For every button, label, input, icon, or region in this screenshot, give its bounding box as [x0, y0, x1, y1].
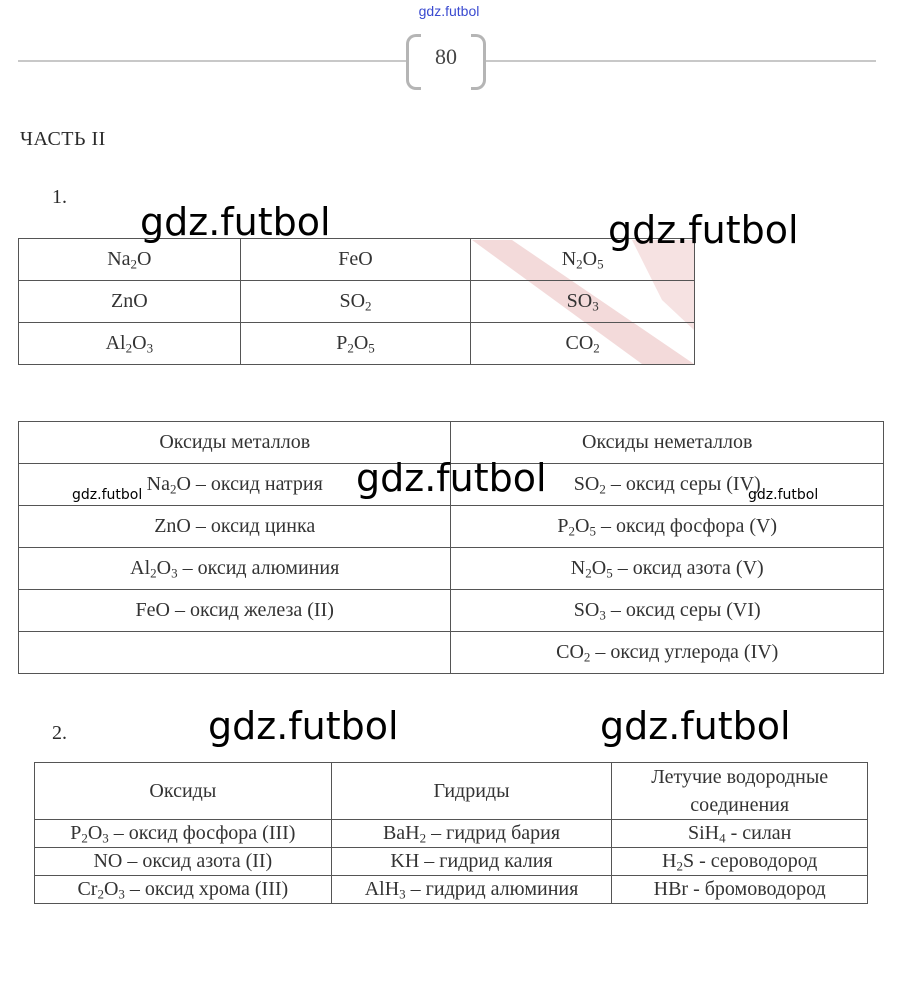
table-cell: $SO_2$ [240, 281, 471, 323]
table-cell: $CO_2$ [471, 323, 695, 365]
table-cell: ZnO – оксид цинка [19, 506, 451, 548]
page-number: 80 [435, 44, 457, 69]
section-heading: ЧАСТЬ II [20, 128, 106, 150]
table-cell: KH – гидрид калия [331, 848, 612, 876]
table-cell: SiH$_4$ - силан [612, 820, 868, 848]
table-row [35, 848, 868, 876]
table-row [19, 506, 884, 548]
table-cell: HBr - бромоводород [612, 876, 868, 904]
table-cell: $H_2S$ - сероводород [612, 848, 868, 876]
table-cell: $N_2O_5$ [471, 239, 695, 281]
site-link[interactable]: gdz.futbol [418, 3, 480, 19]
header-row [35, 763, 868, 820]
watermark: gdz.futbol [356, 456, 547, 500]
header-rule-left [18, 60, 406, 62]
table-cell: $Na_2O$ – оксид натрия [19, 464, 451, 506]
oxides-table-body [19, 239, 695, 365]
table-row [19, 590, 884, 632]
table-cell: FeO [240, 239, 471, 281]
table-row [19, 632, 884, 674]
table-cell: $SO_3$ – оксид серы (VI) [451, 590, 884, 632]
table-row [19, 323, 695, 365]
oxides-table [18, 238, 695, 365]
watermark: gdz.futbol [600, 704, 791, 748]
table-cell: $Cr_2O_3$ – оксид хрома (III) [35, 876, 332, 904]
table-cell: $CO_2$ – оксид углерода (IV) [451, 632, 884, 674]
column-header: Оксиды [35, 763, 332, 820]
table-row [19, 548, 884, 590]
table-cell: $N_2O_5$ – оксид азота (V) [451, 548, 884, 590]
table-cell: FeO – оксид железа (II) [19, 590, 451, 632]
table-cell: AlH$_3$ – гидрид алюминия [331, 876, 612, 904]
question-1-label: 1. [52, 186, 67, 208]
watermark: gdz.futbol [208, 704, 399, 748]
table-cell: $P_2O_5$ – оксид фосфора (V) [451, 506, 884, 548]
table-cell: $P_2O_3$ – оксид фосфора (III) [35, 820, 332, 848]
table-cell: $SO_3$ [471, 281, 695, 323]
table-row [35, 876, 868, 904]
table-cell [19, 632, 451, 674]
column-header: Гидриды [331, 763, 612, 820]
table-cell: $P_2O_5$ [240, 323, 471, 365]
table-cell: $SO_2$ – оксид серы (IV) [451, 464, 884, 506]
question-2-label: 2. [52, 722, 67, 744]
table-row [19, 239, 695, 281]
watermark: gdz.futbol [608, 208, 799, 252]
table-cell: ZnO [19, 281, 241, 323]
table-cell: $Al_2O_3$ – оксид алюминия [19, 548, 451, 590]
watermark: gdz.futbol [140, 200, 331, 244]
table-cell: $Na_2O$ [19, 239, 241, 281]
oxides-hydrides-table [34, 762, 868, 904]
table-row [35, 820, 868, 848]
column-header: Оксиды неметаллов [451, 422, 884, 464]
table3-body [35, 820, 868, 904]
column-header: Оксиды металлов [19, 422, 451, 464]
page-number-box [406, 34, 486, 88]
watermark: gdz.futbol [72, 487, 143, 503]
table-cell: BaH$_2$ – гидрид бария [331, 820, 612, 848]
table-row [19, 281, 695, 323]
table-cell: NO – оксид азота (II) [35, 848, 332, 876]
table-cell: $Al_2O_3$ [19, 323, 241, 365]
table3-header [35, 763, 868, 820]
column-header: Летучие водородные соединения [612, 763, 868, 820]
watermark: gdz.futbol [748, 487, 819, 503]
header-rule-right [486, 60, 876, 62]
